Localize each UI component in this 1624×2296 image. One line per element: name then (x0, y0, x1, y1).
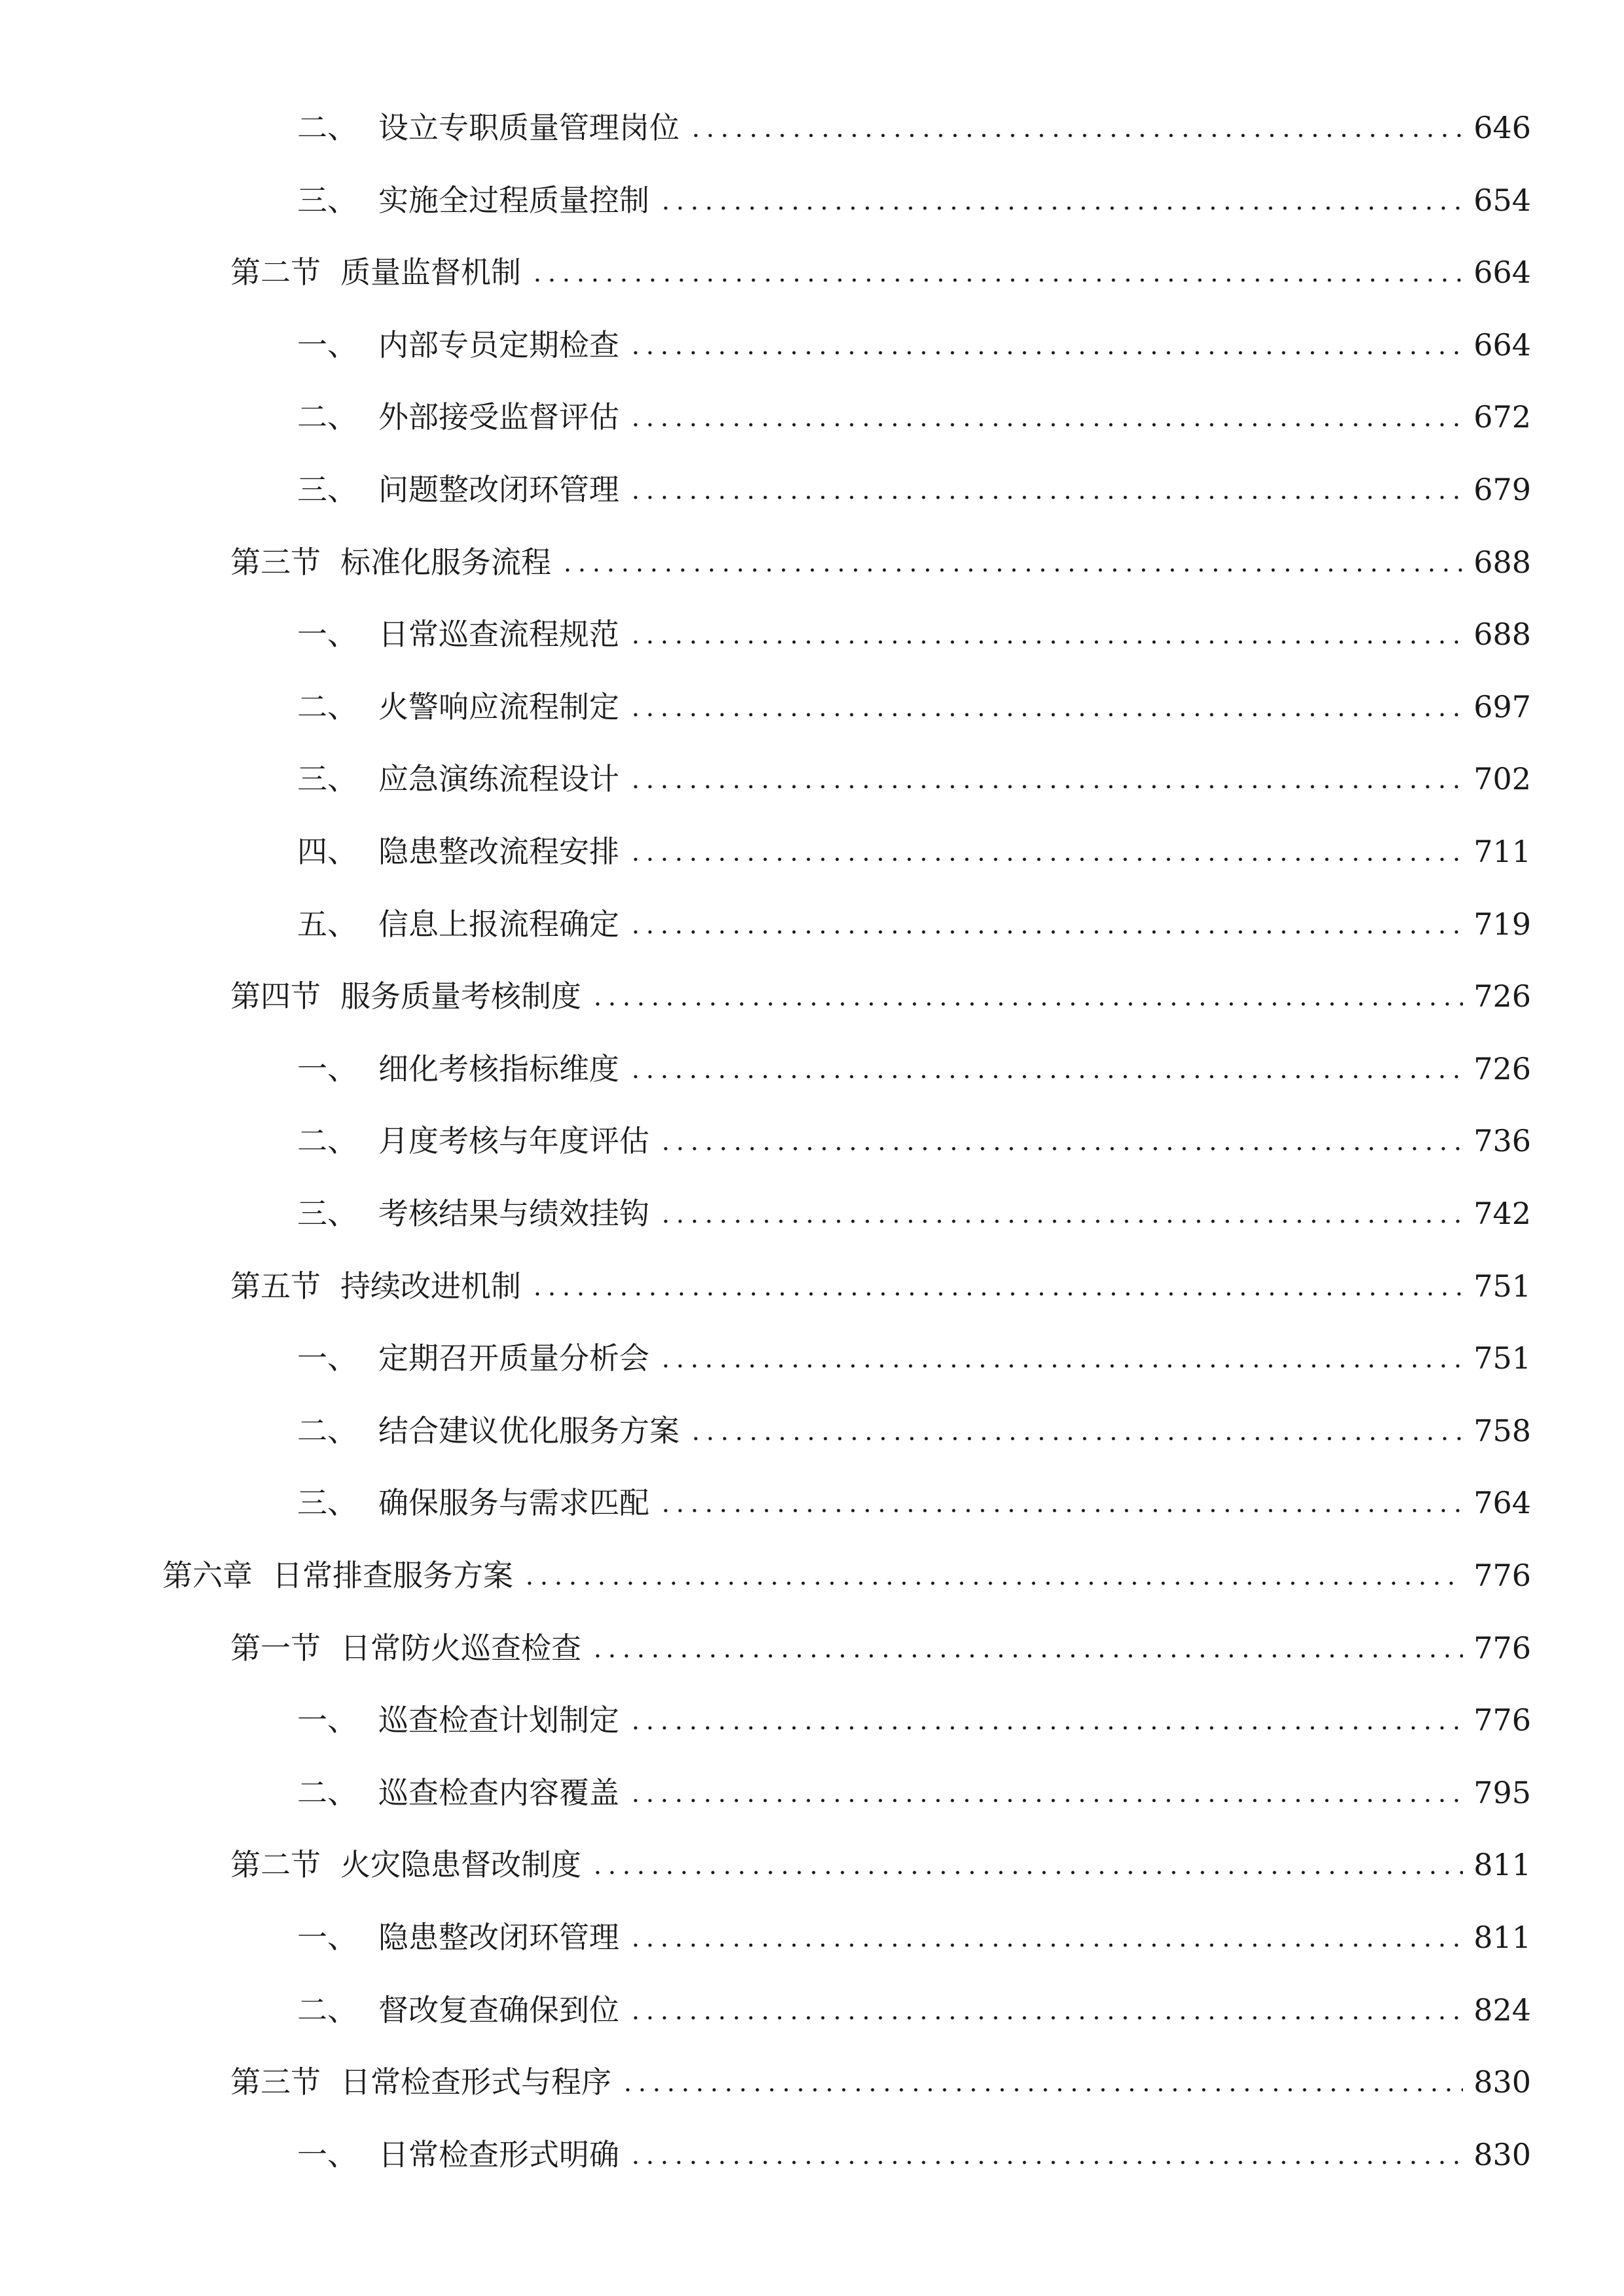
toc-entry-number: 二、 (297, 1992, 357, 2028)
toc-entry-title: 内部专员定期检查 (378, 327, 619, 363)
toc-entry-item[interactable] (297, 2117, 1531, 2170)
dot-leader (628, 351, 1463, 355)
toc-entry-title: 细化考核指标维度 (378, 1051, 619, 1086)
dot-leader (628, 785, 1463, 789)
toc-entry-title: 应急演练流程设计 (378, 761, 619, 797)
toc-entry-section[interactable] (230, 1827, 1531, 1880)
toc-entry-chapter[interactable] (162, 1538, 1531, 1593)
dot-leader (659, 206, 1463, 210)
toc-entry-title: 日常检查形式明确 (378, 2137, 619, 2172)
toc-entry-title: 确保服务与需求匹配 (378, 1485, 649, 1520)
toc-entry-page-number: 776 (1473, 1630, 1531, 1666)
toc-entry-item[interactable] (297, 1393, 1531, 1446)
toc-entry-page-number: 751 (1473, 1268, 1531, 1304)
toc-entry-page-number: 776 (1473, 1702, 1531, 1738)
dot-leader (590, 1871, 1463, 1874)
toc-entry-page-number: 688 (1473, 617, 1531, 652)
toc-entry-title: 日常防火巡查检查 (340, 1630, 581, 1666)
toc-entry-title: 日常巡查流程规范 (378, 617, 619, 652)
toc-entry-item[interactable] (297, 1973, 1531, 2028)
dot-leader (689, 1437, 1463, 1441)
toc-entry-number: 一、 (297, 327, 357, 363)
toc-entry-number: 三、 (297, 1485, 357, 1520)
toc-entry-section[interactable] (230, 525, 1531, 580)
toc-entry-title: 标准化服务流程 (340, 545, 551, 580)
dot-leader (628, 857, 1463, 861)
toc-entry-page-number: 719 (1473, 906, 1531, 942)
toc-entry-page-number: 811 (1473, 1847, 1531, 1882)
dot-leader (659, 1364, 1463, 1368)
toc-entry-number: 一、 (297, 2137, 357, 2172)
toc-entry-section[interactable] (230, 235, 1531, 290)
dot-leader (590, 1654, 1463, 1658)
toc-entry-page-number: 664 (1473, 255, 1531, 290)
toc-entry-page-number: 664 (1473, 327, 1531, 363)
dot-leader (560, 568, 1463, 572)
toc-entry-number: 二、 (297, 1123, 357, 1158)
toc-entry-section[interactable] (230, 2045, 1531, 2100)
toc-entry-item[interactable] (297, 597, 1531, 652)
toc-entry-number: 二、 (297, 110, 357, 145)
toc-entry-item[interactable] (297, 380, 1531, 435)
toc-entry-item[interactable] (297, 1103, 1531, 1156)
dot-leader (530, 278, 1463, 282)
dot-leader (628, 1943, 1463, 1947)
toc-entry-item[interactable] (297, 1755, 1531, 1808)
toc-entry-title: 日常排查服务方案 (272, 1558, 513, 1593)
dot-leader (659, 1509, 1463, 1513)
toc-entry-title: 外部接受监督评估 (378, 399, 619, 435)
dot-leader (530, 1292, 1463, 1296)
toc-entry-page-number: 751 (1473, 1340, 1531, 1376)
toc-entry-number: 第三节 (230, 545, 321, 580)
dot-leader (621, 2088, 1463, 2092)
toc-entry-item[interactable] (297, 1465, 1531, 1518)
toc-entry-number: 第三节 (230, 2064, 321, 2100)
toc-entry-page-number: 830 (1473, 2064, 1531, 2100)
toc-entry-title: 服务质量考核制度 (340, 978, 581, 1014)
toc-entry-page-number: 742 (1473, 1196, 1531, 1231)
toc-entry-number: 一、 (297, 1702, 357, 1738)
toc-entry-item[interactable] (297, 742, 1531, 797)
toc-entry-page-number: 688 (1473, 545, 1531, 580)
toc-entry-item[interactable] (297, 1176, 1531, 1229)
toc-entry-title: 巡查检查计划制定 (378, 1702, 619, 1738)
toc-entry-title: 火灾隐患督改制度 (340, 1847, 581, 1882)
toc-entry-number: 二、 (297, 399, 357, 435)
toc-entry-number: 二、 (297, 1413, 357, 1448)
toc-entry-title: 质量监督机制 (340, 255, 521, 290)
dot-leader (522, 1581, 1463, 1585)
toc-entry-page-number: 764 (1473, 1485, 1531, 1520)
toc-entry-page-number: 776 (1473, 1558, 1531, 1593)
toc-entry-item[interactable] (297, 670, 1531, 725)
toc-entry-title: 隐患整改流程安排 (378, 834, 619, 869)
dot-leader (659, 1219, 1463, 1223)
toc-entry-page-number: 736 (1473, 1123, 1531, 1158)
dot-leader (628, 495, 1463, 499)
toc-entry-number: 三、 (297, 761, 357, 797)
toc-entry-item[interactable] (297, 452, 1531, 505)
toc-entry-number: 三、 (297, 1196, 357, 1231)
toc-entry-item[interactable] (297, 887, 1531, 942)
toc-entry-title: 日常检查形式与程序 (340, 2064, 611, 2100)
toc-entry-page-number: 795 (1473, 1775, 1531, 1810)
toc-entry-title: 问题整改闭环管理 (378, 472, 619, 507)
toc-entry-title: 信息上报流程确定 (378, 906, 619, 942)
toc-entry-item[interactable] (297, 1321, 1531, 1376)
toc-entry-page-number: 702 (1473, 761, 1531, 797)
dot-leader (628, 930, 1463, 934)
toc-entry-number: 第二节 (230, 1847, 321, 1882)
dot-leader (628, 2016, 1463, 2020)
toc-entry-title: 火警响应流程制定 (378, 689, 619, 725)
toc-entry-page-number: 697 (1473, 689, 1531, 725)
toc-entry-item[interactable] (297, 308, 1531, 363)
toc-entry-number: 第二节 (230, 255, 321, 290)
toc-entry-page-number: 830 (1473, 2137, 1531, 2172)
toc-entry-title: 隐患整改闭环管理 (378, 1920, 619, 1955)
toc-entry-number: 一、 (297, 1051, 357, 1086)
toc-entry-item[interactable] (297, 90, 1531, 143)
dot-leader (659, 1147, 1463, 1151)
toc-entry-title: 督改复查确保到位 (378, 1992, 619, 2028)
toc-entry-page-number: 824 (1473, 1992, 1531, 2028)
toc-entry-number: 二、 (297, 1775, 357, 1810)
toc-entry-number: 四、 (297, 834, 357, 869)
toc-entry-page-number: 679 (1473, 472, 1531, 507)
toc-entry-number: 第六章 (162, 1558, 253, 1593)
toc-entry-number: 三、 (297, 183, 357, 218)
toc-entry-number: 第一节 (230, 1630, 321, 1666)
toc-entry-number: 一、 (297, 1920, 357, 1955)
toc-entry-title: 考核结果与绩效挂钩 (378, 1196, 649, 1231)
toc-entry-title: 持续改进机制 (340, 1268, 521, 1304)
toc-entry-page-number: 726 (1473, 1051, 1531, 1086)
toc-entry-title: 设立专职质量管理岗位 (378, 110, 679, 145)
toc-entry-section[interactable] (230, 1249, 1531, 1304)
toc-entry-title: 定期召开质量分析会 (378, 1340, 649, 1376)
toc-entry-item[interactable] (297, 814, 1531, 867)
dot-leader (628, 2161, 1463, 2164)
toc-entry-page-number: 711 (1473, 834, 1531, 869)
toc-entry-number: 二、 (297, 689, 357, 725)
dot-leader (628, 1799, 1463, 1803)
toc-entry-item[interactable] (297, 163, 1531, 218)
toc-entry-page-number: 811 (1473, 1920, 1531, 1955)
dot-leader (628, 1075, 1463, 1079)
dot-leader (628, 713, 1463, 717)
toc-entry-section[interactable] (230, 959, 1531, 1014)
toc-entry-title: 结合建议优化服务方案 (378, 1413, 679, 1448)
toc-entry-page-number: 646 (1473, 110, 1531, 145)
toc-entry-item[interactable] (297, 1031, 1531, 1084)
toc-entry-item[interactable] (297, 1900, 1531, 1955)
toc-entry-title: 实施全过程质量控制 (378, 183, 649, 218)
toc-entry-number: 第五节 (230, 1268, 321, 1304)
toc-entry-number: 第四节 (230, 978, 321, 1014)
toc-entry-number: 五、 (297, 906, 357, 942)
toc-entry-section[interactable] (230, 1611, 1531, 1666)
dot-leader (628, 640, 1463, 644)
toc-entry-item[interactable] (297, 1683, 1531, 1738)
dot-leader (628, 423, 1463, 427)
toc-entry-number: 一、 (297, 1340, 357, 1376)
toc-entry-page-number: 726 (1473, 978, 1531, 1014)
toc-entry-page-number: 654 (1473, 183, 1531, 218)
dot-leader (590, 1002, 1463, 1006)
dot-leader (689, 134, 1463, 137)
dot-leader (628, 1726, 1463, 1730)
toc-entry-title: 月度考核与年度评估 (378, 1123, 649, 1158)
toc-entry-number: 一、 (297, 617, 357, 652)
toc-entry-page-number: 672 (1473, 399, 1531, 435)
toc-entry-title: 巡查检查内容覆盖 (378, 1775, 619, 1810)
toc-entry-page-number: 758 (1473, 1413, 1531, 1448)
toc-entry-number: 三、 (297, 472, 357, 507)
